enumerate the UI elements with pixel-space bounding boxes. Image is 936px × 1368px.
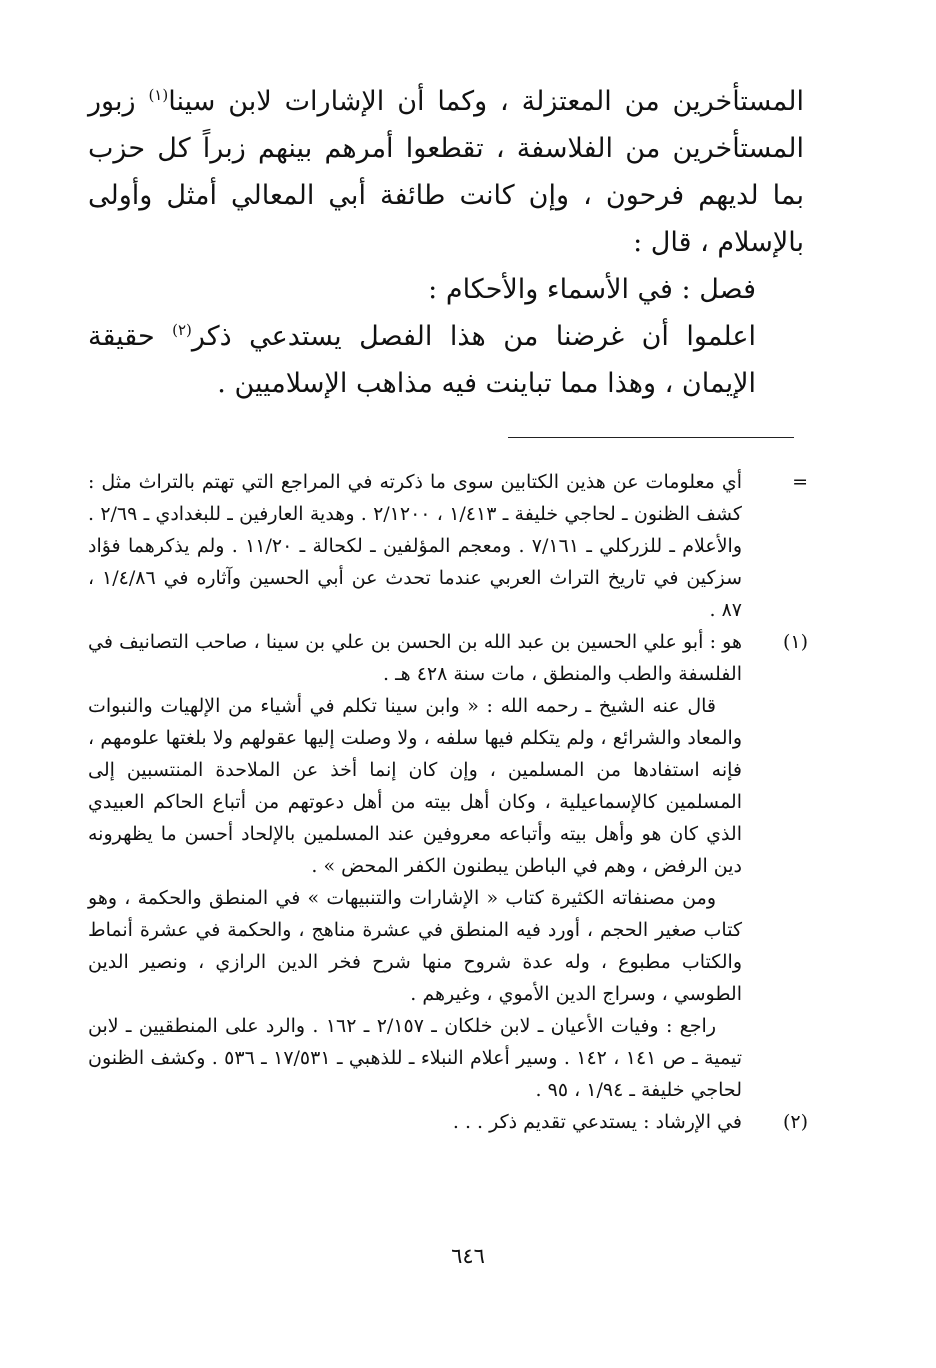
footnotes [88,466,808,1138]
continuation-marker: = [792,471,808,493]
footnote-2-text: في الإرشاد : يستدعي تقديم ذكر . . . [452,1111,742,1133]
second-text-part2: حقيقة الإيمان ، وهذا مما تباينت فيه مذاهب الإسلاميين . [88,321,756,399]
page-number: ٦٤٦ [451,1244,485,1268]
opening-paragraph [88,78,804,266]
footnote-ref-2: (٢) [172,321,192,339]
opening-text-part1: المستأخرين من المعتزلة ، وكما أن الإشارات لابن سينا [168,86,804,117]
footnote-1-works: ومن مصنفاته الكثيرة كتاب « الإشارات والتنبيهات » في المنطق والحكمة ، وهو كتاب صغير الحجم ، أورد فيه المنطق في عشرة مناهج ، والحكمة في عشرة أنماط والكتاب مطبوع ، وله عدة شروح منها شرح فخر الدين الرازي ، ونصير الدين الطوسي ، وسراج الدين الأموي ، وغيرهم . [88,887,742,1005]
footnote-1-intro: هو : أبو علي الحسين بن عبد الله بن الحسن بن علي بن سينا ، صاحب التصانيف في الفلسفة والطب والمنطق ، مات سنة ٤٢٨ هـ . [88,631,742,685]
second-paragraph [88,313,804,407]
continuation-text: أي معلومات عن هذين الكتابين سوى ما ذكرته في المراجع التي تهتم بالتراث مثل : كشف الظنون ـ لحاجي خليفة ـ ١/٤١٣ ، ٢/١٢٠٠ . وهدية العارفين ـ للبغدادي ـ ٢/٦٩ . والأعلام ـ للزركلي ـ ٧/١٦١ . ومعجم المؤلفين ـ لكحالة ـ ١١/٢٠ . ولم يذكرهما فؤاد سزكين في تاريخ التراث العربي عندما تحدث عن أبي الحسين وآثاره في ١/٤/٨٦ ، ٨٧ . [88,471,743,621]
footnote-1 [88,626,808,1106]
footnote-1-quote: قال عنه الشيخ ـ رحمه الله : « وابن سينا تكلم في أشياء من الإلهيات والنبوات والمعاد والشرائع ، ولم يتكلم فيها سلفه ، ولا وصلت إليها عقولهم ولا بلغتها علومهم ، فإنه استفادها من المسلمين ، وإن كان إنما أخذ عن الملاحدة المنتسبين إلى المسلمين كالإسماعيلية ، وكان أهل بيته من أهل دعوتهم من أتباع الحاكم العبيدي الذي كان هو وأهل بيته وأتباعه معروفين عند المسلمين بالإلحاد أحسن ما يظهرونه دين الرفض ، وهم في الباطن يبطنون الكفر المحض » . [88,695,743,877]
section-heading: فصل : في الأسماء والأحكام : [428,274,756,305]
second-text-part1: اعلموا أن غرضنا من هذا الفصل يستدعي ذكر [191,321,756,352]
footnote-divider [508,437,794,438]
footnote-1-references: راجع : وفيات الأعيان ـ لابن خلكان ـ ٢/١٥٧ ـ ١٦٢ . والرد على المنطقيين ـ لابن تيمية ـ ص ١٤١ ، ١٤٢ . وسير أعلام النبلاء ـ للذهبي ـ ١٧/٥٣١ ـ ٥٣٦ . وكشف الظنون لحاجي خليفة ـ ١/٩٤ ، ٩٥ . [88,1015,742,1101]
main-text [88,78,804,407]
footnote-continuation [88,466,808,626]
footnote-ref-1: (١) [148,86,169,104]
footnote-2 [88,1106,808,1138]
opening-text-part2: زبور المستأخرين من الفلاسفة ، تقطعوا أمرهم بينهم زبراً كل حزب بما لديهم فرحون ، وإن كانت طائفة أبي المعالي أمثل وأولى بالإسلام ، قال : [88,86,804,258]
footnote-1-marker: (١) [782,631,808,653]
footnote-2-marker: (٢) [782,1111,808,1133]
